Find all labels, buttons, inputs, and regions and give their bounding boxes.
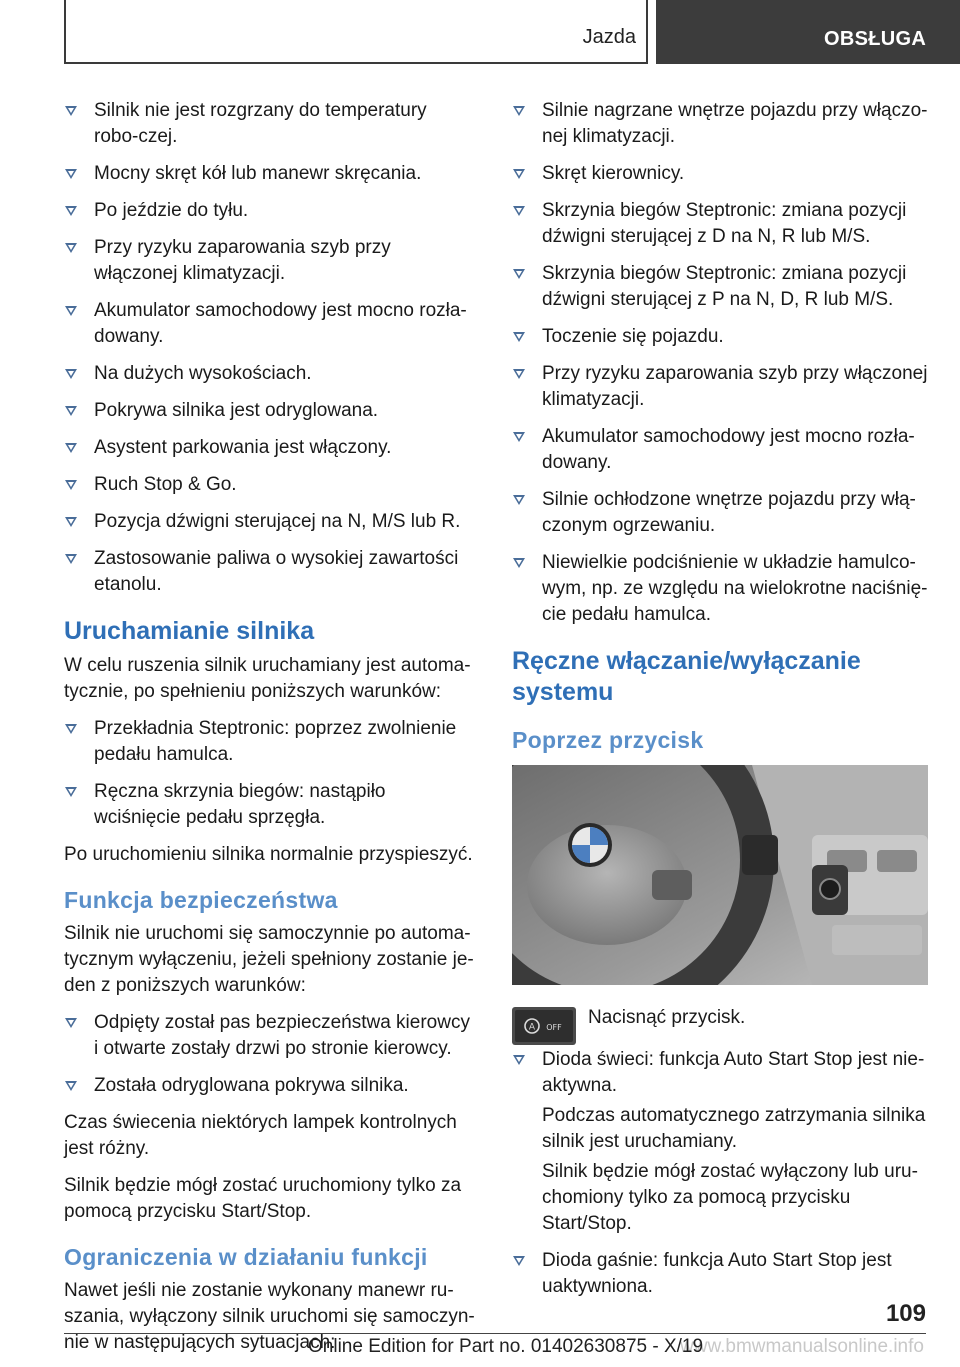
auto-start-stop-off-button-icon (512, 1007, 576, 1045)
triangle-bullet-icon (513, 558, 525, 568)
heading-function-limits: Ograniczenia w działaniu funkcji (64, 1244, 428, 1270)
heading-safety-function: Funkcja bezpieczeństwa (64, 887, 338, 913)
right-column (512, 98, 928, 1311)
list-item: Akumulator samochodowy jest mocno rozła-dowany. (64, 298, 476, 350)
list-item: Skrzynia biegów Steptronic: zmiana pozycji dźwigni sterującej z D na N, R lub M/S. (512, 198, 928, 250)
chapter-tab-label: OBSŁUGA (824, 28, 927, 50)
triangle-bullet-icon (513, 206, 525, 216)
start-conditions-list (64, 716, 476, 831)
triangle-bullet-icon (65, 480, 77, 490)
triangle-bullet-icon (65, 169, 77, 179)
triangle-bullet-icon (65, 724, 77, 734)
svg-text:A: A (528, 1022, 536, 1033)
paragraph: Silnik będzie mógł zostać wyłączony lub uru-chomiony tylko za pomocą przycisku Start/Stop. (542, 1161, 918, 1234)
chapter-tab (656, 0, 960, 64)
paragraph: W celu ruszenia silnik uruchamiany jest automa-tycznie, po spełnieniu poniższych warunków: (64, 655, 471, 702)
triangle-bullet-icon (65, 443, 77, 453)
list-item: Po jeździe do tyłu. (64, 198, 476, 224)
steering-wheel-photo (512, 765, 928, 985)
triangle-bullet-icon (65, 1018, 77, 1028)
triangle-bullet-icon (65, 517, 77, 527)
triangle-bullet-icon (513, 269, 525, 279)
triangle-bullet-icon (513, 169, 525, 179)
paragraph: Silnik będzie mógł zostać uruchomiony tylko za pomocą przycisku Start/Stop. (64, 1175, 462, 1222)
section-title: Jazda (582, 26, 636, 48)
triangle-bullet-icon (513, 369, 525, 379)
list-item: Akumulator samochodowy jest mocno rozła-dowany. (512, 424, 928, 476)
footer-watermark: www.bmwmanualsonline.info (680, 1336, 924, 1357)
triangle-bullet-icon (65, 1081, 77, 1091)
list-item: Przekładnia Steptronic: poprzez zwolnienie pedału hamulca. (64, 716, 476, 768)
restart-conditions-list (512, 98, 928, 628)
triangle-bullet-icon (65, 243, 77, 253)
page-number: 109 (885, 1300, 926, 1327)
list-item: Pokrywa silnika jest odryglowana. (64, 398, 476, 424)
heading-engine-start: Uruchamianie silnika (64, 617, 315, 645)
conditions-list (64, 98, 476, 598)
list-item: Mocny skręt kół lub manewr skręcania. (64, 161, 476, 187)
list-item: Silnik nie jest rozgrzany do temperatury robo-czej. (64, 98, 476, 150)
list-item: Dioda świeci: funkcja Auto Start Stop jest nie-aktywna. Podczas automatycznego zatrzymania silnika silnik jest uruchamiany. Silnik będzie mógł zostać wyłączony lub uru-chomiony tylko za pomocą przycisku Start/Stop. (512, 1047, 928, 1237)
list-item: Skręt kierownicy. (512, 161, 928, 187)
list-item: Niewielkie podciśnienie w układzie hamulco-wym, np. ze względu na wielokrotne naciśnię-cie pedału hamulca. (512, 550, 928, 628)
led-states-list (512, 1047, 928, 1300)
footer-divider (64, 1333, 926, 1334)
triangle-bullet-icon (65, 787, 77, 797)
triangle-bullet-icon (65, 369, 77, 379)
paragraph: Czas świecenia niektórych lampek kontrolnych jest różny. (64, 1112, 457, 1159)
list-item: Dioda gaśnie: funkcja Auto Start Stop jest uaktywniona. (512, 1248, 928, 1300)
paragraph: Podczas automatycznego zatrzymania silnika silnik jest uruchamiany. (542, 1105, 926, 1152)
paragraph: Po uruchomieniu silnika normalnie przyspieszyć. (64, 844, 473, 865)
triangle-bullet-icon (65, 406, 77, 416)
triangle-bullet-icon (65, 306, 77, 316)
triangle-bullet-icon (513, 432, 525, 442)
list-item: Toczenie się pojazdu. (512, 324, 928, 350)
button-instruction (512, 1003, 928, 1047)
triangle-bullet-icon (513, 106, 525, 116)
list-item: Pozycja dźwigni sterującej na N, M/S lub R. (64, 509, 476, 535)
list-item: Ruch Stop & Go. (64, 472, 476, 498)
footer-edition: Online Edition for Part no. 01402630875 - X/19 (308, 1336, 704, 1357)
list-item: Skrzynia biegów Steptronic: zmiana pozycji dźwigni sterującej z P na N, D, R lub M/S. (512, 261, 928, 313)
list-item: Odpięty został pas bezpieczeństwa kierowcy i otwarte zostały drzwi po stronie kierowcy. (64, 1010, 476, 1062)
triangle-bullet-icon (513, 495, 525, 505)
paragraph: Silnik nie uruchomi się samoczynnie po automa-tycznym wyłączeniu, jeżeli spełniony zostanie je-den z poniższych warunków: (64, 923, 474, 996)
triangle-bullet-icon (65, 106, 77, 116)
triangle-bullet-icon (513, 332, 525, 342)
svg-text:OFF: OFF (546, 1023, 562, 1032)
header-frame (64, 0, 648, 64)
triangle-bullet-icon (65, 554, 77, 564)
list-item: Ręczna skrzynia biegów: nastąpiło wciśnięcie pedału sprzęgła. (64, 779, 476, 831)
list-item: Silnie nagrzane wnętrze pojazdu przy włączo-nej klimatyzacji. (512, 98, 928, 150)
list-item: Na dużych wysokościach. (64, 361, 476, 387)
heading-manual-toggle: Ręczne włączanie/wyłączanie systemu (512, 647, 861, 706)
triangle-bullet-icon (513, 1256, 525, 1266)
list-item: Przy ryzyku zaparowania szyb przy włączonej klimatyzacji. (64, 235, 476, 287)
triangle-bullet-icon (65, 206, 77, 216)
left-column (64, 98, 476, 1367)
paragraph: Nawet jeśli nie zostanie wykonany manewr ru-szania, wyłączony silnik uruchomi się samoczyn-nie w następujących sytuacjach: (64, 1280, 475, 1353)
triangle-bullet-icon (513, 1055, 525, 1065)
safety-conditions-list (64, 1010, 476, 1099)
button-instruction-text: Nacisnąć przycisk. (588, 1007, 746, 1028)
heading-via-button: Poprzez przycisk (512, 727, 704, 753)
list-item: Zastosowanie paliwa o wysokiej zawartości etanolu. (64, 546, 476, 598)
list-item: Została odryglowana pokrywa silnika. (64, 1073, 476, 1099)
list-item: Silnie ochłodzone wnętrze pojazdu przy włą-czonym ogrzewaniu. (512, 487, 928, 539)
list-item: Przy ryzyku zaparowania szyb przy włączonej klimatyzacji. (512, 361, 928, 413)
list-item: Asystent parkowania jest włączony. (64, 435, 476, 461)
